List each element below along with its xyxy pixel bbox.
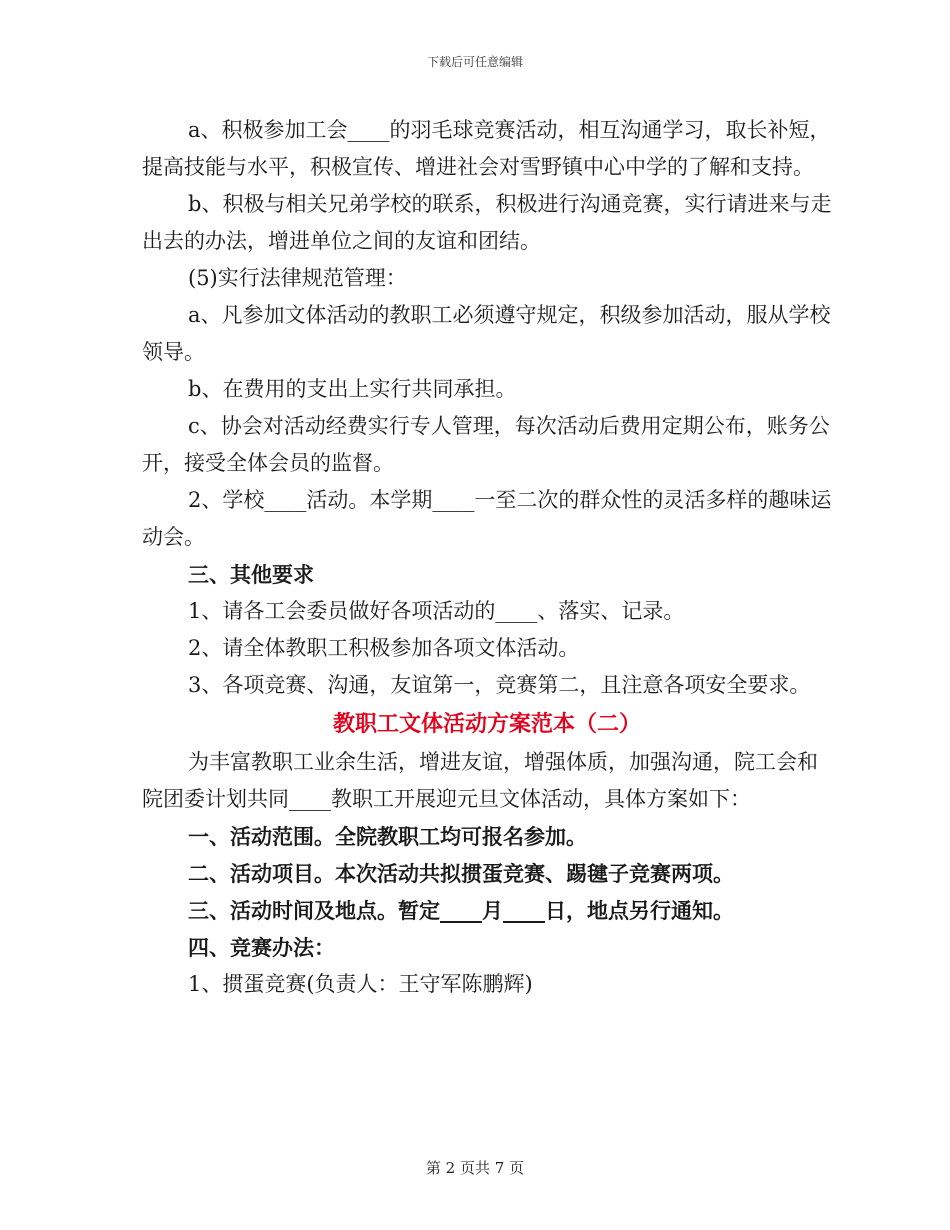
paragraph-items: 二、活动项目。本次活动共拟掼蛋竞赛、踢毽子竞赛两项。 <box>188 861 734 886</box>
requirement-item-1: 1、请各工会委员做好各项活动的____、落实、记录。 <box>188 599 685 623</box>
paragraph-guandan: 1、掼蛋竞赛(负责人：王守军陈鹏辉) <box>188 972 533 996</box>
document-body <box>142 112 832 1003</box>
paragraph-time-place: 三、活动时间及地点。暂定____月____日，地点另行通知。 <box>188 898 734 923</box>
section-title: 教职工文体活动方案范本（二） <box>332 711 641 737</box>
paragraph-b-sister-schools: b、积极与相关兄弟学校的联系，积极进行沟通竞赛，实行请进来与走出去的办法，增进单位之间的友谊和团结。 <box>142 192 832 253</box>
paragraph-a-rules: a、凡参加文体活动的教职工必须遵守规定，积级参加活动，服从学校领导。 <box>142 303 831 364</box>
requirement-item-2: 2、请全体教职工积极参加各项文体活动。 <box>188 636 580 660</box>
paragraph-c-funds: c、协会对活动经费实行专人管理，每次活动后费用定期公布，账务公开，接受全体会员的监督。 <box>142 414 830 475</box>
page-header: 下载后可任意编辑 <box>426 55 523 69</box>
heading-other-requirements: 三、其他要求 <box>188 562 314 587</box>
paragraph-competition-method: 四、竞赛办法： <box>188 935 335 960</box>
paragraph-school-sports: 2、学校____活动。本学期____一至二次的群众性的灵活多样的趣味运动会。 <box>142 488 832 549</box>
paragraph-b-costs: b、在费用的支出上实行共同承担。 <box>188 377 517 401</box>
paragraph-intro: 为丰富教职工业余生活，增进友谊，增强体质，加强沟通，院工会和院团委计划共同____教职工开展迎元旦文体活动，具体方案如下： <box>142 750 818 811</box>
requirement-item-3: 3、各项竞赛、沟通，友谊第一，竞赛第二，且注意各项安全要求。 <box>188 673 811 697</box>
page-footer: 第 2 页共 7 页 <box>425 1159 525 1177</box>
paragraph-a-badminton: a、积极参加工会____的羽毛球竞赛活动，相互沟通学习，取长补短，提高技能与水平，积极宣传、增进社会对雪野镇中心中学的了解和支持。 <box>142 118 831 179</box>
paragraph-legal-management: (5)实行法律规范管理： <box>188 266 407 290</box>
paragraph-scope: 一、活动范围。全院教职工均可报名参加。 <box>188 824 587 849</box>
